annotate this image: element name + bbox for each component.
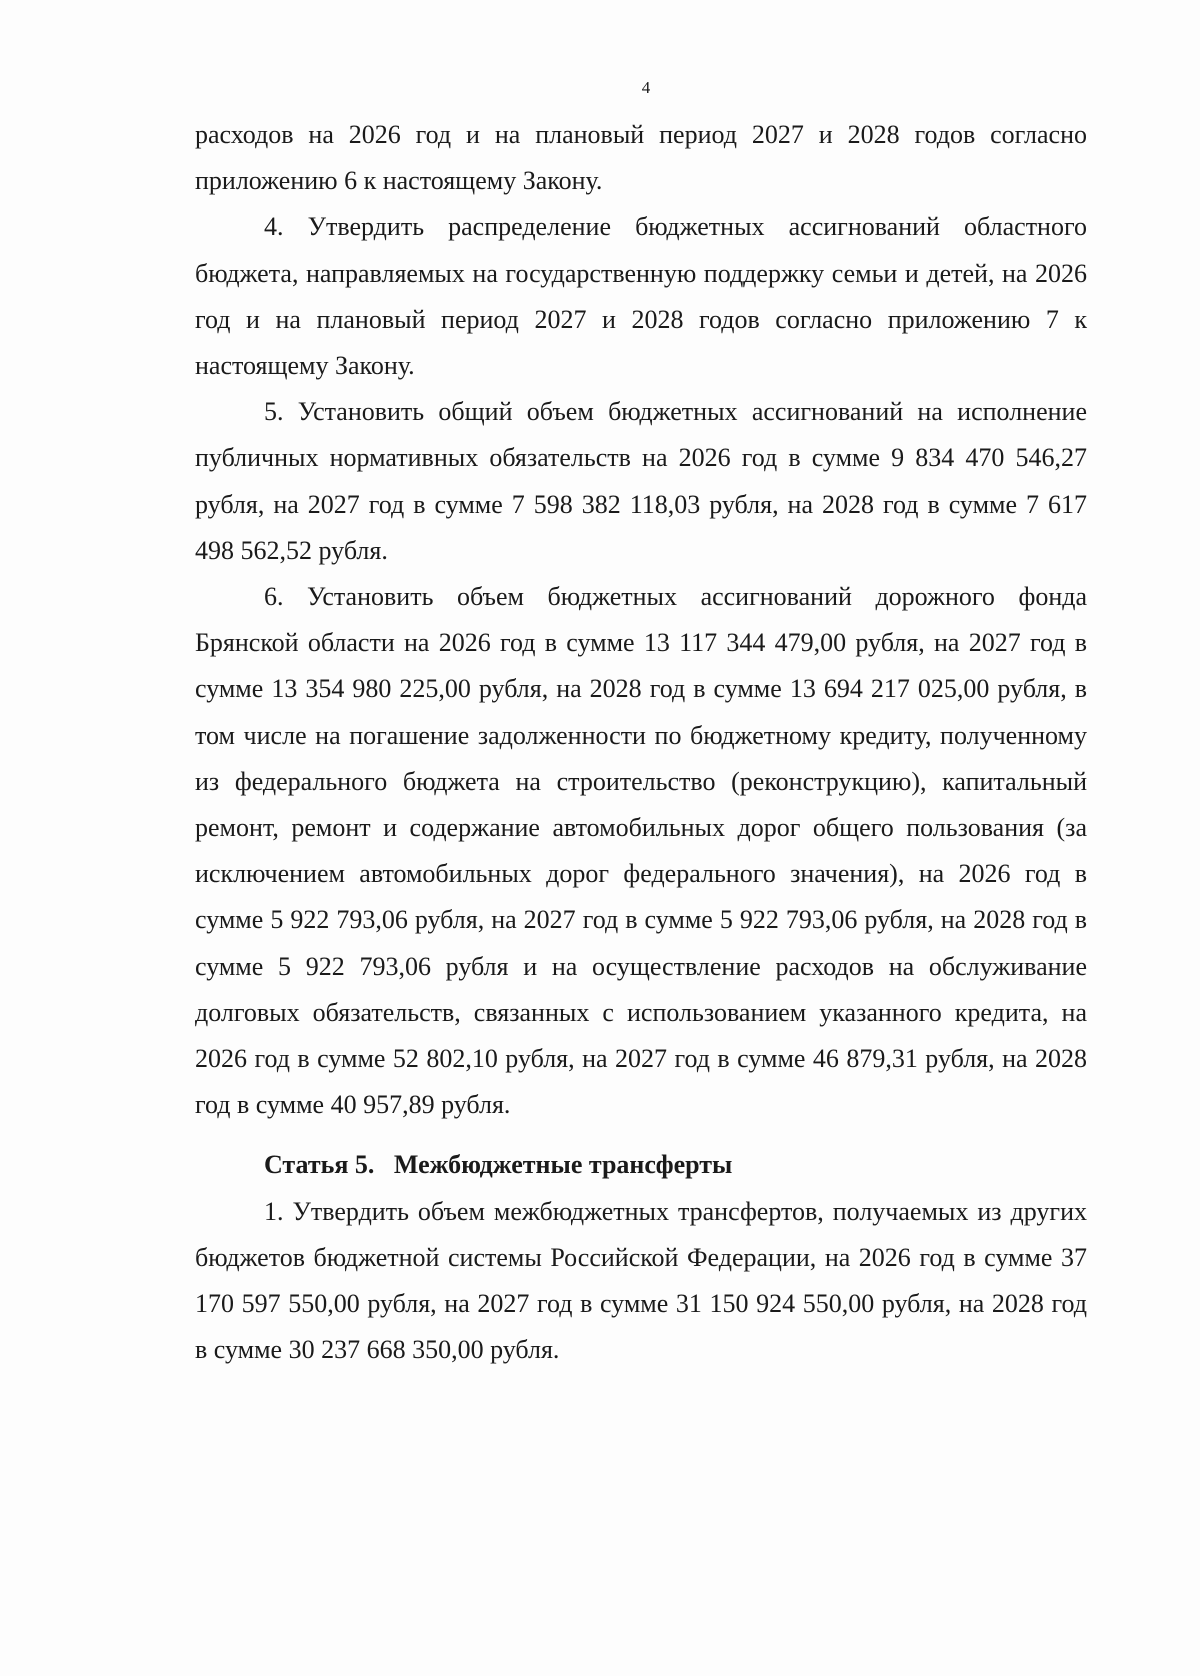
- page-number: 4: [641, 78, 651, 97]
- paragraph-item-5: 5. Установить общий объем бюджетных ассигнований на исполнение публичных нормативных обязательств на 2026 год в сумме 9 834 470 546,27 рубля, на 2027 год в сумме 7 598 382 118,03 рубля, на 2028 год в сумме 7 617 498 562,52 рубля.: [195, 397, 1087, 565]
- paragraph-continuation: расходов на 2026 год и на плановый период 2027 и 2028 годов согласно приложению 6 к настоящему Закону.: [195, 120, 1087, 196]
- article-5-paragraph-1: 1. Утвердить объем межбюджетных трансфертов, получаемых из других бюджетов бюджетной системы Российской Федерации, на 2026 год в сумме 37 170 597 550,00 рубля, на 2027 год в сумме 31 150 924 550,00 рубля, на 2028 год в сумме 30 237 668 350,00 рубля.: [195, 1196, 1087, 1365]
- document-body: [195, 112, 1087, 1373]
- article-heading: Статья 5. Межбюджетные трансферты: [264, 1150, 733, 1180]
- paragraph-item-6: 6. Установить объем бюджетных ассигнований дорожного фонда Брянской области на 2026 год в сумме 13 117 344 479,00 рубля, на 2027 год в сумме 13 354 980 225,00 рубля, на 2028 год в сумме 13 694 217 025,00 рубля, в том числе на погашение задолженности по бюджетному кредиту, полученному из федерального бюджета на строительство (реконструкцию), капитальный ремонт, ремонт и содержание автомобильных дорог общего пользования (за исключением автомобильных дорог федерального значения), на 2026 год в сумме 5 922 793,06 рубля, на 2027 год в сумме 5 922 793,06 рубля, на 2028 год в сумме 5 922 793,06 рубля и на осуществление расходов на обслуживание долговых обязательств, связанных с использованием указанного кредита, на 2026 год в сумме 52 802,10 рубля, на 2027 год в сумме 46 879,31 рубля, на 2028 год в сумме 40 957,89 рубля.: [195, 582, 1087, 1120]
- paragraph-item-4: 4. Утвердить распределение бюджетных ассигнований областного бюджета, направляемых на государственную поддержку семьи и детей, на 2026 год и на плановый период 2027 и 2028 годов согласно приложению 7 к настоящему Закону.: [195, 212, 1087, 381]
